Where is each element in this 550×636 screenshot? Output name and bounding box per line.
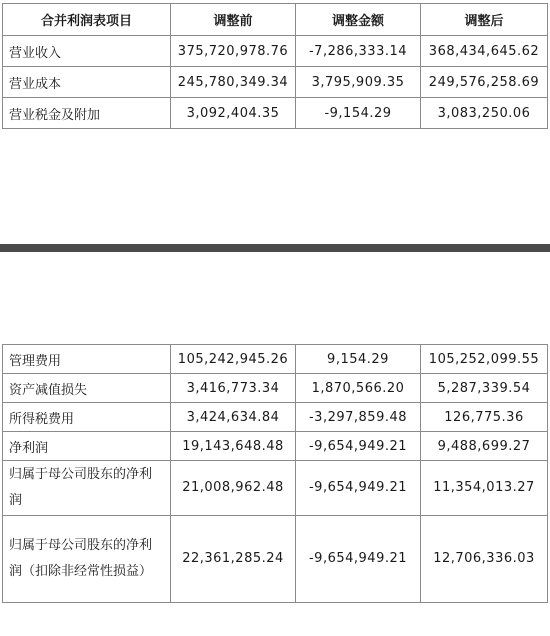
value-adjustment: -7,286,333.14	[296, 36, 421, 67]
row-label: 归属于母公司股东的净利润	[3, 461, 171, 516]
row-label: 净利润	[3, 432, 171, 461]
value-after: 5,287,339.54	[421, 374, 548, 403]
table-row	[3, 432, 548, 461]
value-adjustment: -9,654,949.21	[296, 461, 421, 516]
table-row	[3, 374, 548, 403]
profit-adjustment-table-top	[2, 3, 548, 129]
value-before: 22,361,285.24	[171, 516, 296, 603]
row-label: 管理费用	[3, 345, 171, 374]
value-before: 21,008,962.48	[171, 461, 296, 516]
value-before: 19,143,648.48	[171, 432, 296, 461]
value-before: 3,424,634.84	[171, 403, 296, 432]
table-row	[3, 67, 548, 98]
value-adjustment: -9,654,949.21	[296, 516, 421, 603]
value-adjustment: -3,297,859.48	[296, 403, 421, 432]
value-adjustment: -9,154.29	[296, 98, 421, 129]
table-row	[3, 403, 548, 432]
value-before: 375,720,978.76	[171, 36, 296, 67]
value-adjustment: 3,795,909.35	[296, 67, 421, 98]
table-header-row	[3, 4, 548, 36]
value-after: 11,354,013.27	[421, 461, 548, 516]
value-after: 249,576,258.69	[421, 67, 548, 98]
value-adjustment: -9,654,949.21	[296, 432, 421, 461]
value-after: 3,083,250.06	[421, 98, 548, 129]
row-label: 营业收入	[3, 36, 171, 67]
profit-adjustment-table-bottom	[2, 344, 548, 603]
value-after: 105,252,099.55	[421, 345, 548, 374]
value-before: 3,092,404.35	[171, 98, 296, 129]
column-header-adjustment: 调整金额	[296, 4, 421, 36]
row-label: 资产减值损失	[3, 374, 171, 403]
value-after: 9,488,699.27	[421, 432, 548, 461]
value-adjustment: 1,870,566.20	[296, 374, 421, 403]
table-row	[3, 461, 548, 516]
value-after: 368,434,645.62	[421, 36, 548, 67]
value-adjustment: 9,154.29	[296, 345, 421, 374]
column-header-before: 调整前	[171, 4, 296, 36]
row-label: 归属于母公司股东的净利润（扣除非经常性损益）	[3, 516, 171, 603]
value-after: 12,706,336.03	[421, 516, 548, 603]
table-row	[3, 516, 548, 603]
value-before: 105,242,945.26	[171, 345, 296, 374]
value-after: 126,775.36	[421, 403, 548, 432]
column-header-after: 调整后	[421, 4, 548, 36]
section-divider	[0, 244, 550, 252]
value-before: 245,780,349.34	[171, 67, 296, 98]
row-label: 所得税费用	[3, 403, 171, 432]
table-row	[3, 345, 548, 374]
row-label: 营业税金及附加	[3, 98, 171, 129]
table-row	[3, 36, 548, 67]
table-row	[3, 98, 548, 129]
column-header-item: 合并利润表项目	[3, 4, 171, 36]
row-label: 营业成本	[3, 67, 171, 98]
value-before: 3,416,773.34	[171, 374, 296, 403]
